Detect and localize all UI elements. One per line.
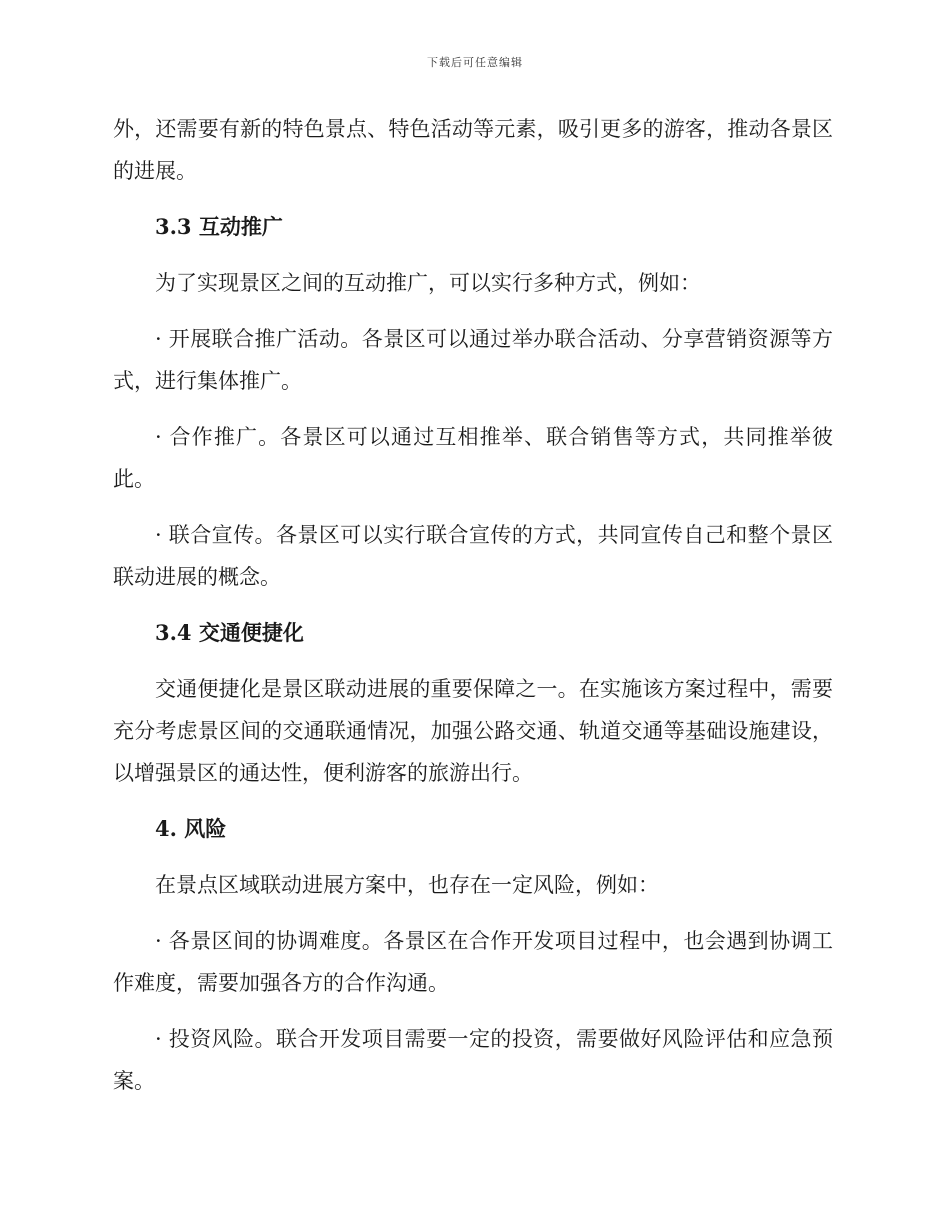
bullet-coordination-risk: · 各景区间的协调难度。各景区在合作开发项目过程中，也会遇到协调工作难度，需要加强各方的合作沟通。 [113, 929, 833, 995]
document-body [113, 108, 833, 1116]
page-header: 下载后可任意编辑 [427, 56, 523, 69]
section-heading-3-4: 3.4 交通便捷化 [155, 620, 304, 645]
paragraph-transport: 交通便捷化是景区联动进展的重要保障之一。在实施该方案过程中，需要充分考虑景区间的交通联通情况，加强公路交通、轨道交通等基础设施建设，以增强景区的通达性，便利游客的旅游出行。 [113, 677, 833, 785]
bullet-investment-risk: · 投资风险。联合开发项目需要一定的投资，需要做好风险评估和应急预案。 [113, 1027, 833, 1093]
section-heading-3-3: 3.3 互动推广 [155, 214, 283, 239]
section-heading-4: 4. 风险 [155, 816, 227, 841]
paragraph-risk-intro: 在景点区域联动进展方案中，也存在一定风险，例如： [155, 873, 659, 897]
bullet-joint-promotion: · 开展联合推广活动。各景区可以通过举办联合活动、分享营销资源等方式，进行集体推广。 [113, 327, 833, 393]
paragraph-continued: 外，还需要有新的特色景点、特色活动等元素，吸引更多的游客，推动各景区的进展。 [113, 117, 833, 183]
paragraph-intro-promotion: 为了实现景区之间的互动推广，可以实行多种方式，例如： [155, 271, 701, 295]
bullet-cooperative-promotion: · 合作推广。各景区可以通过互相推举、联合销售等方式，共同推举彼此。 [113, 425, 833, 491]
bullet-joint-publicity: · 联合宣传。各景区可以实行联合宣传的方式，共同宣传自己和整个景区联动进展的概念。 [113, 523, 833, 589]
